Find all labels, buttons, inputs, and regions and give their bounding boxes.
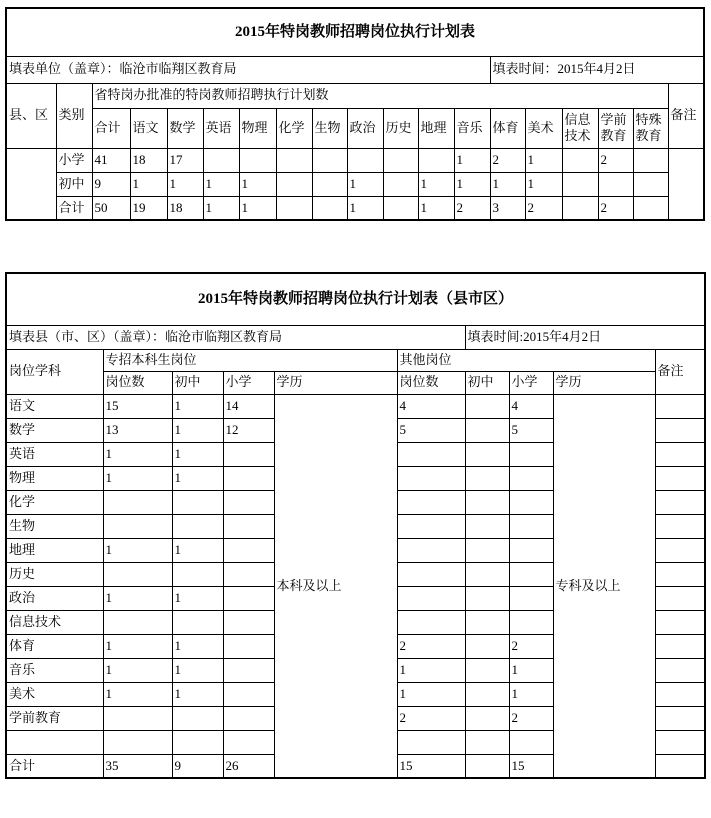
table2-header-group-other: 其他岗位: [397, 349, 655, 371]
table2-title-row: [6, 273, 705, 325]
t1-value-cell: 1: [347, 172, 383, 196]
t2-other-value-cell: [509, 442, 553, 466]
t2-other-value-cell: [465, 754, 509, 778]
t1-value-cell: 2: [598, 196, 633, 220]
t2-other-value-cell: 2: [397, 706, 465, 730]
t2-bachelor-sub-header: 初中: [172, 371, 223, 394]
t2-other-value-cell: [465, 538, 509, 562]
t2-bachelor-value-cell: 1: [172, 442, 223, 466]
t1-value-cell: 1: [418, 196, 454, 220]
t2-other-sub-header: 岗位数: [397, 371, 465, 394]
t2-bachelor-value-cell: 1: [172, 538, 223, 562]
t1-value-cell: 9: [92, 172, 130, 196]
t1-value-cell: [312, 148, 347, 172]
t2-bachelor-value-cell: 1: [103, 586, 172, 610]
t1-value-cell: 19: [130, 196, 167, 220]
table1-info-time: 填表时间：2015年4月2日: [490, 56, 704, 83]
t2-other-value-cell: [465, 730, 509, 754]
t2-other-value-cell: [465, 658, 509, 682]
t2-other-value-cell: [397, 514, 465, 538]
t2-bachelor-value-cell: 1: [172, 586, 223, 610]
table2-header-group-bachelor: 专招本科生岗位: [103, 349, 397, 371]
t2-subject-cell: 生物: [6, 514, 103, 538]
t1-value-cell: [203, 148, 239, 172]
t2-bachelor-value-cell: [223, 658, 274, 682]
t2-subject-cell: 美术: [6, 682, 103, 706]
t2-bachelor-value-cell: 1: [172, 634, 223, 658]
t2-other-degree-cell: 专科及以上: [553, 394, 655, 778]
t2-other-value-cell: [465, 682, 509, 706]
t2-bachelor-value-cell: 9: [172, 754, 223, 778]
table1-header-region: 县、区: [6, 83, 56, 148]
t1-value-cell: [562, 196, 598, 220]
t1-category-cell: 初中: [56, 172, 92, 196]
table1-data-row: [6, 172, 704, 196]
t2-subject-cell: 数学: [6, 418, 103, 442]
t2-remark-cell: [655, 466, 705, 490]
t2-other-value-cell: [465, 394, 509, 418]
county-plan-table: [5, 272, 706, 779]
t2-remark-cell: [655, 610, 705, 634]
t2-subject-cell: 历史: [6, 562, 103, 586]
t2-bachelor-value-cell: 1: [103, 442, 172, 466]
t1-value-cell: [383, 196, 418, 220]
table1-info-row: [6, 56, 704, 83]
t1-subject-header: 信息技术: [562, 108, 598, 148]
t1-value-cell: 2: [598, 148, 633, 172]
t2-bachelor-value-cell: [172, 610, 223, 634]
t1-value-cell: 1: [203, 196, 239, 220]
t2-other-value-cell: [465, 706, 509, 730]
table2-info-time: 填表时间:2015年4月2日: [465, 325, 705, 349]
t1-value-cell: 1: [525, 172, 562, 196]
t2-other-value-cell: 5: [509, 418, 553, 442]
table1-title: 2015年特岗教师招聘岗位执行计划表: [6, 8, 704, 56]
table2-data-row: [6, 394, 705, 418]
t2-other-value-cell: [465, 634, 509, 658]
t1-subject-header: 美术: [525, 108, 562, 148]
t1-subject-header: 化学: [276, 108, 312, 148]
t2-bachelor-value-cell: 35: [103, 754, 172, 778]
t2-other-value-cell: 2: [509, 634, 553, 658]
t1-region-cell: [6, 148, 56, 220]
t2-other-value-cell: [397, 562, 465, 586]
t2-subject-cell: 体育: [6, 634, 103, 658]
table2-info-unit: 填表县（市、区）（盖章）：临沧市临翔区教育局: [6, 325, 465, 349]
t1-value-cell: 1: [130, 172, 167, 196]
t2-bachelor-value-cell: 15: [103, 394, 172, 418]
t2-other-value-cell: [465, 466, 509, 490]
t1-value-cell: 1: [454, 172, 490, 196]
t2-other-sub-header: 初中: [465, 371, 509, 394]
table2-title: 2015年特岗教师招聘岗位执行计划表（县市区）: [6, 273, 705, 325]
t2-other-value-cell: [509, 538, 553, 562]
t1-value-cell: [347, 148, 383, 172]
t2-other-value-cell: [465, 586, 509, 610]
t1-value-cell: 18: [167, 196, 203, 220]
t2-other-value-cell: [509, 490, 553, 514]
t1-value-cell: [276, 148, 312, 172]
table1-data-row: [6, 148, 704, 172]
t2-other-value-cell: [397, 610, 465, 634]
t2-bachelor-value-cell: [172, 490, 223, 514]
t2-other-value-cell: [509, 562, 553, 586]
table1-header-category: 类别: [56, 83, 92, 148]
t2-bachelor-value-cell: [103, 706, 172, 730]
t2-remark-cell: [655, 562, 705, 586]
t2-bachelor-value-cell: 1: [172, 418, 223, 442]
t2-subject-cell: 学前教育: [6, 706, 103, 730]
t2-bachelor-value-cell: [223, 490, 274, 514]
t2-bachelor-value-cell: [223, 610, 274, 634]
t2-bachelor-sub-header: 小学: [223, 371, 274, 394]
t2-bachelor-value-cell: 1: [172, 394, 223, 418]
t2-subject-cell: 化学: [6, 490, 103, 514]
t1-value-cell: [598, 172, 633, 196]
t2-bachelor-value-cell: 1: [172, 682, 223, 706]
t2-other-value-cell: [465, 610, 509, 634]
t2-remark-cell: [655, 730, 705, 754]
t1-value-cell: [312, 196, 347, 220]
t1-value-cell: 2: [454, 196, 490, 220]
t2-other-value-cell: [465, 562, 509, 586]
table1-title-row: [6, 8, 704, 56]
t2-bachelor-value-cell: [172, 514, 223, 538]
t1-value-cell: [562, 172, 598, 196]
t1-remark-cell: [668, 148, 704, 220]
t2-bachelor-value-cell: [223, 562, 274, 586]
t1-subject-header: 英语: [203, 108, 239, 148]
t2-other-value-cell: [465, 442, 509, 466]
t1-subject-header: 数学: [167, 108, 203, 148]
t2-remark-cell: [655, 706, 705, 730]
t2-other-value-cell: 4: [397, 394, 465, 418]
t2-other-sub-header: 小学: [509, 371, 553, 394]
t2-bachelor-value-cell: [223, 442, 274, 466]
t2-subject-cell: 地理: [6, 538, 103, 562]
t2-other-value-cell: 4: [509, 394, 553, 418]
t1-subject-header: 体育: [490, 108, 525, 148]
t2-remark-cell: [655, 442, 705, 466]
t2-remark-cell: [655, 418, 705, 442]
t1-category-cell: 小学: [56, 148, 92, 172]
t2-other-sub-header: 学历: [553, 371, 655, 394]
t2-bachelor-value-cell: [223, 682, 274, 706]
t2-remark-cell: [655, 658, 705, 682]
t1-value-cell: 17: [167, 148, 203, 172]
t2-bachelor-value-cell: [223, 586, 274, 610]
t2-bachelor-value-cell: 1: [103, 658, 172, 682]
t1-value-cell: 1: [490, 172, 525, 196]
t2-remark-cell: [655, 538, 705, 562]
t1-value-cell: 1: [239, 172, 276, 196]
t2-other-value-cell: [509, 466, 553, 490]
table1-data-row: [6, 196, 704, 220]
t2-bachelor-value-cell: [172, 730, 223, 754]
t1-category-cell: 合计: [56, 196, 92, 220]
t2-bachelor-value-cell: 1: [103, 466, 172, 490]
t2-bachelor-value-cell: [103, 490, 172, 514]
t1-value-cell: 18: [130, 148, 167, 172]
table2-sub-header-row: [6, 371, 705, 394]
t2-subject-cell: [6, 730, 103, 754]
t1-subject-header: 学前教育: [598, 108, 633, 148]
t2-bachelor-value-cell: 1: [172, 466, 223, 490]
t2-other-value-cell: [465, 514, 509, 538]
t1-value-cell: 1: [203, 172, 239, 196]
t1-value-cell: 1: [454, 148, 490, 172]
t2-other-value-cell: [509, 730, 553, 754]
t1-value-cell: 2: [525, 196, 562, 220]
t1-value-cell: 41: [92, 148, 130, 172]
table2-header-subject: 岗位学科: [6, 349, 103, 394]
t2-other-value-cell: [465, 490, 509, 514]
t2-bachelor-value-cell: [223, 634, 274, 658]
t1-value-cell: [383, 172, 418, 196]
t2-subject-cell: 语文: [6, 394, 103, 418]
t2-other-value-cell: 1: [397, 658, 465, 682]
t2-bachelor-value-cell: [103, 514, 172, 538]
t2-other-value-cell: 2: [397, 634, 465, 658]
table1-header-remark: 备注: [668, 83, 704, 148]
t1-subject-header: 生物: [312, 108, 347, 148]
t2-bachelor-value-cell: [103, 562, 172, 586]
table2-info-row: [6, 325, 705, 349]
t2-bachelor-value-cell: [223, 706, 274, 730]
t1-value-cell: 1: [239, 196, 276, 220]
table2-group-header-row: [6, 349, 705, 371]
t2-bachelor-value-cell: [223, 730, 274, 754]
t2-other-value-cell: 1: [397, 682, 465, 706]
t2-remark-cell: [655, 682, 705, 706]
t2-bachelor-sub-header: 岗位数: [103, 371, 172, 394]
t2-other-value-cell: [397, 586, 465, 610]
t1-value-cell: 1: [347, 196, 383, 220]
t2-other-value-cell: [509, 586, 553, 610]
t2-bachelor-degree-cell: 本科及以上: [274, 394, 397, 778]
t2-subject-cell: 音乐: [6, 658, 103, 682]
t2-remark-cell: [655, 754, 705, 778]
t2-remark-cell: [655, 490, 705, 514]
t1-subject-header: 政治: [347, 108, 383, 148]
table1-header-group: 省特岗办批准的特岗教师招聘执行计划数: [92, 83, 668, 108]
t2-remark-cell: [655, 514, 705, 538]
t2-other-value-cell: 1: [509, 658, 553, 682]
t2-other-value-cell: 1: [509, 682, 553, 706]
t1-value-cell: [239, 148, 276, 172]
t2-subject-cell: 信息技术: [6, 610, 103, 634]
t1-value-cell: 1: [418, 172, 454, 196]
table2-header-remark: 备注: [655, 349, 705, 394]
table1-info-unit: 填表单位（盖章）：临沧市临翔区教育局: [6, 56, 490, 83]
t1-subject-header: 语文: [130, 108, 167, 148]
t2-remark-cell: [655, 394, 705, 418]
t2-other-value-cell: [397, 538, 465, 562]
t1-value-cell: 2: [490, 148, 525, 172]
t2-other-value-cell: [397, 466, 465, 490]
t1-subject-header: 音乐: [454, 108, 490, 148]
t2-other-value-cell: 15: [397, 754, 465, 778]
t2-bachelor-value-cell: 1: [103, 538, 172, 562]
t1-subject-header: 物理: [239, 108, 276, 148]
t2-other-value-cell: [509, 610, 553, 634]
t1-subject-header: 历史: [383, 108, 418, 148]
t2-subject-cell: 政治: [6, 586, 103, 610]
t2-bachelor-value-cell: 1: [172, 658, 223, 682]
t1-value-cell: 50: [92, 196, 130, 220]
t2-bachelor-value-cell: 13: [103, 418, 172, 442]
t2-subject-cell: 合计: [6, 754, 103, 778]
t2-bachelor-value-cell: [103, 730, 172, 754]
t2-other-value-cell: 2: [509, 706, 553, 730]
t2-other-value-cell: [465, 418, 509, 442]
t1-value-cell: [633, 196, 668, 220]
t1-value-cell: [383, 148, 418, 172]
t1-value-cell: [633, 148, 668, 172]
t2-other-value-cell: [397, 490, 465, 514]
t2-other-value-cell: [397, 730, 465, 754]
t2-subject-cell: 物理: [6, 466, 103, 490]
t1-value-cell: [633, 172, 668, 196]
t1-value-cell: 3: [490, 196, 525, 220]
t2-other-value-cell: [509, 514, 553, 538]
t1-value-cell: [418, 148, 454, 172]
table1-subject-header-row: [6, 108, 704, 148]
table1-group-header-row: [6, 83, 704, 108]
t2-bachelor-value-cell: [172, 706, 223, 730]
t2-bachelor-value-cell: [223, 466, 274, 490]
t2-bachelor-value-cell: 12: [223, 418, 274, 442]
t2-bachelor-sub-header: 学历: [274, 371, 397, 394]
t1-value-cell: 1: [167, 172, 203, 196]
t1-value-cell: [276, 196, 312, 220]
province-plan-table: [5, 7, 705, 221]
t1-subject-header: 特殊教育: [633, 108, 668, 148]
t1-value-cell: [562, 148, 598, 172]
t2-other-value-cell: [397, 442, 465, 466]
t2-bachelor-value-cell: 26: [223, 754, 274, 778]
t2-bachelor-value-cell: [223, 514, 274, 538]
t2-remark-cell: [655, 634, 705, 658]
t1-value-cell: [312, 172, 347, 196]
t2-bachelor-value-cell: [172, 562, 223, 586]
t2-remark-cell: [655, 586, 705, 610]
t1-value-cell: 1: [525, 148, 562, 172]
t1-subject-header: 合计: [92, 108, 130, 148]
t2-bachelor-value-cell: 14: [223, 394, 274, 418]
t2-subject-cell: 英语: [6, 442, 103, 466]
t1-value-cell: [276, 172, 312, 196]
t2-bachelor-value-cell: 1: [103, 634, 172, 658]
t2-other-value-cell: 15: [509, 754, 553, 778]
t2-bachelor-value-cell: 1: [103, 682, 172, 706]
t2-bachelor-value-cell: [223, 538, 274, 562]
t2-bachelor-value-cell: [103, 610, 172, 634]
t1-subject-header: 地理: [418, 108, 454, 148]
t2-other-value-cell: 5: [397, 418, 465, 442]
